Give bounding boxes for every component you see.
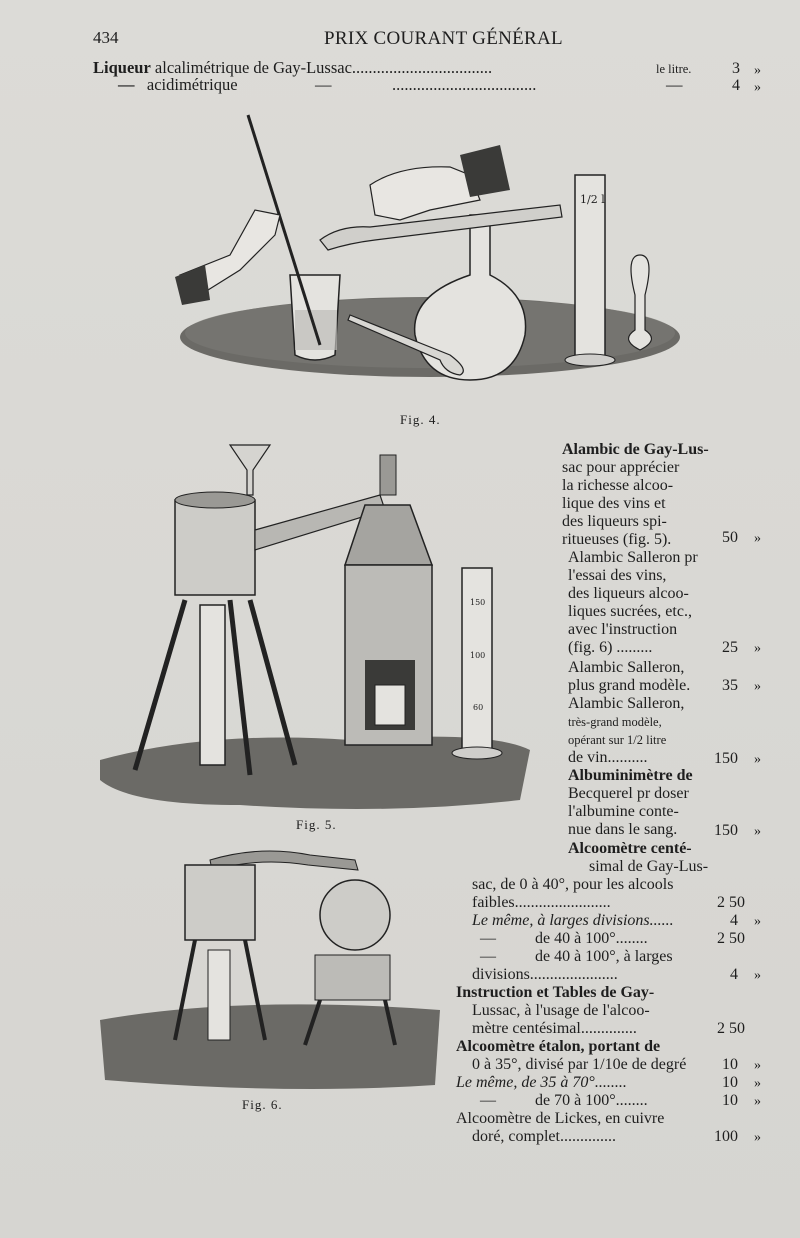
text-line: très-grand modèle, (568, 715, 662, 729)
lickes-line-1: Alcoomètre de Lickes, en cuivre (456, 1110, 665, 1127)
price: 10 (722, 1056, 738, 1073)
item-unit: le litre. (656, 62, 692, 76)
price: 50 (722, 529, 738, 546)
page-number: 434 (93, 28, 119, 47)
instruction-line-1 (456, 984, 654, 1002)
text-line: opérant sur 1/2 litre (568, 733, 667, 747)
alcoometre-line-1 (568, 840, 692, 858)
text-line: avec l'instruction (568, 621, 678, 638)
alcoometre-line-2: simal de Gay-Lus- (589, 858, 709, 875)
entry-lead: Albuminimètre de (568, 767, 693, 784)
alcoometre-line-3: sac, de 0 à 40°, pour les alcools (472, 876, 674, 893)
item-lead: — (118, 75, 135, 94)
etalon-line-2: 0 à 35°, divisé par 1/10e de degré (472, 1056, 687, 1073)
text-line: liques sucrées, etc., (568, 603, 692, 620)
text-line: plus grand modèle. (568, 677, 691, 694)
lickes-line-2: doré, complet.............. (472, 1128, 616, 1145)
ditto: » (754, 1094, 761, 1109)
alambic-salleron-xl-entry (568, 695, 684, 767)
item-text: acidimétrique (146, 75, 238, 94)
ditto: » (754, 824, 761, 839)
instruction-line-3: mètre centésimal.............. (472, 1020, 637, 1037)
text-line: Becquerel pr doser (568, 785, 689, 802)
albuminimetre-entry (568, 767, 693, 839)
text-line: des liqueurs spi- (562, 513, 667, 530)
alambic-gl-entry (562, 441, 709, 549)
gauge-150: 150 (470, 598, 486, 607)
item-price: 3 (732, 60, 740, 77)
price: 4 (730, 966, 738, 983)
ditto: » (754, 1058, 761, 1073)
gauge-60: 60 (473, 703, 484, 712)
price: 2 50 (717, 894, 745, 911)
gauge-100: 100 (470, 651, 486, 660)
price: 150 (714, 750, 738, 767)
price: 2 50 (717, 930, 745, 947)
item-dots: ................................... (392, 75, 537, 94)
text-line: lique des vins et (562, 495, 666, 512)
item-lead: Liqueur (93, 58, 151, 77)
text-line (568, 767, 693, 785)
figure-6-illustration (90, 845, 450, 1095)
item-ditto: » (754, 80, 761, 95)
item-price: 4 (732, 77, 740, 94)
text-line: Alambic Salleron, (568, 659, 685, 676)
price: 25 (722, 639, 738, 656)
text-line: l'essai des vins, (568, 567, 667, 584)
text-line: des liqueurs alcoo- (568, 585, 689, 602)
price: 150 (714, 822, 738, 839)
figure-5-illustration (90, 440, 540, 810)
ditto: » (754, 752, 761, 767)
price: 10 (722, 1092, 738, 1109)
ditto: » (754, 679, 761, 694)
ditto: » (754, 968, 761, 983)
text-line: (fig. 6) ......... (568, 639, 653, 656)
dash: — (480, 930, 496, 947)
le-meme2-line: Le même, de 35 à 70°........ (456, 1074, 627, 1091)
de40b-line: de 40 à 100°, à larges (535, 948, 673, 965)
text-line: Alambic Salleron pr (568, 549, 698, 566)
price: 2 50 (717, 1020, 745, 1037)
item-mid-ditto: — (315, 75, 332, 94)
cylinder-label: 1/2 l (580, 193, 605, 206)
instruction-line-2: Lussac, à l'usage de l'alcoo- (472, 1002, 650, 1019)
divisions-line: divisions...................... (472, 966, 618, 983)
ditto: » (754, 914, 761, 929)
ditto: » (754, 1076, 761, 1091)
entry-lead: Alambic de Gay-Lus- (562, 441, 709, 458)
page-title: PRIX COURANT GÉNÉRAL (324, 28, 563, 49)
price: 10 (722, 1074, 738, 1091)
dash: — (480, 1092, 496, 1109)
entry-lead: Alcoomètre centé- (568, 840, 692, 857)
alcoometre-line-4: faibles........................ (472, 894, 611, 911)
le-meme-line: Le même, à larges divisions...... (472, 912, 674, 929)
price: 4 (730, 912, 738, 929)
figure-4-illustration (170, 105, 690, 405)
text-line: l'albumine conte- (568, 803, 679, 820)
ditto: » (754, 531, 761, 546)
text-line: ritueuses (fig. 5). (562, 531, 672, 548)
text-line (562, 441, 709, 459)
text-line: de vin.......... (568, 749, 648, 766)
text-line: sac pour apprécier (562, 459, 680, 476)
ditto: » (754, 1130, 761, 1145)
de40-line: de 40 à 100°........ (535, 930, 648, 947)
fig5-caption: Fig. 5. (296, 817, 337, 832)
item-ditto: » (754, 63, 761, 78)
text-line: Alambic Salleron, (568, 695, 685, 712)
item-unit: — (666, 75, 683, 94)
fig6-caption: Fig. 6. (242, 1097, 283, 1112)
price: 100 (714, 1128, 738, 1145)
entry-lead: Instruction et Tables de Gay- (456, 984, 655, 1001)
text-line: nue dans le sang. (568, 821, 678, 838)
top-item-2 (118, 75, 238, 95)
dash: — (480, 948, 496, 965)
de70-line: de 70 à 100°........ (535, 1092, 648, 1109)
fig4-caption: Fig. 4. (400, 412, 441, 427)
alambic-salleron-entry (568, 549, 698, 657)
etalon-line-1 (456, 1038, 660, 1056)
entry-lead: Alcoomètre étalon, portant de (456, 1038, 661, 1055)
alambic-salleron-large-entry (568, 659, 690, 695)
text-line: la richesse alcoo- (562, 477, 674, 494)
ditto: » (754, 641, 761, 656)
price: 35 (722, 677, 738, 694)
item-dots: .................................. (351, 58, 493, 77)
item-text: alcalimétrique de Gay-Lussac (150, 58, 352, 77)
